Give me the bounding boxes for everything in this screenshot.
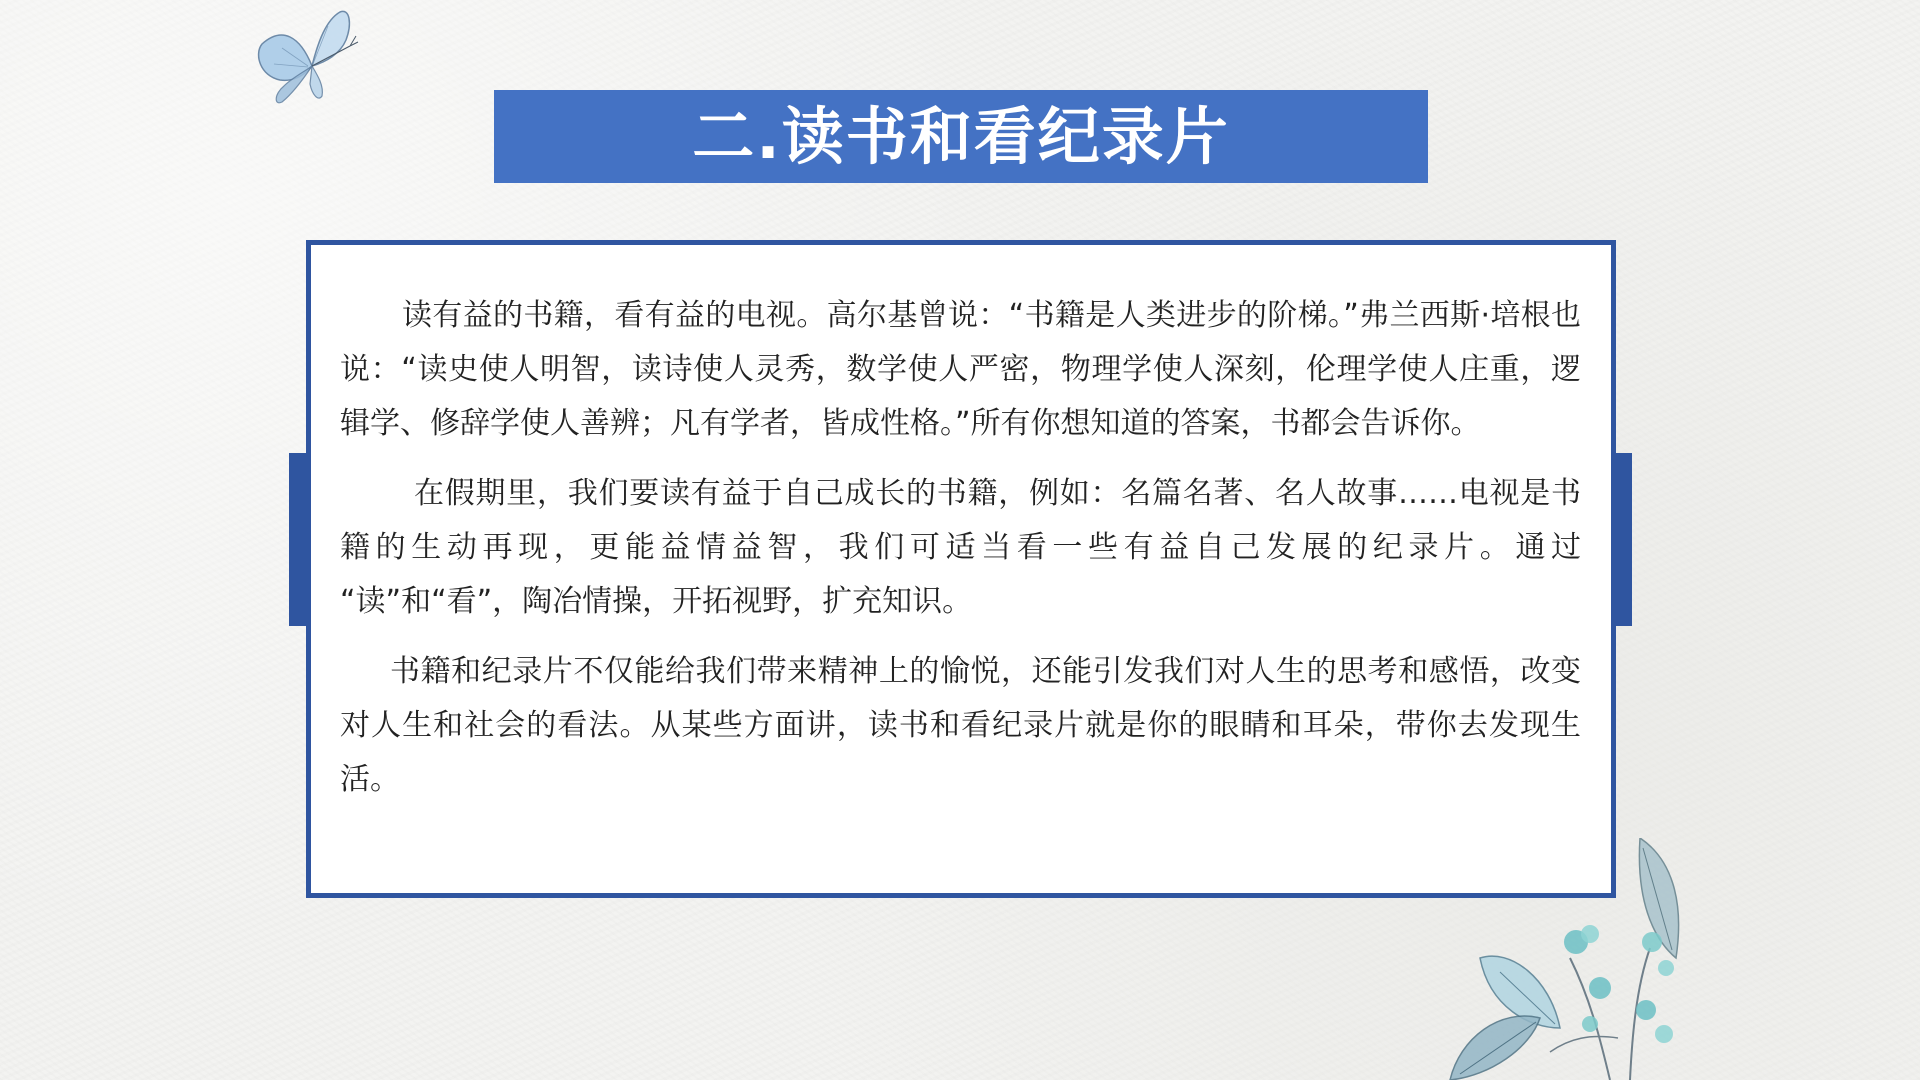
content-frame: [306, 240, 1616, 898]
paragraph-1: 读有益的书籍，看有益的电视。高尔基曾说：“书籍是人类进步的阶梯。”弗兰西斯·培根也说：“读史使人明智，读诗使人灵秀，数学使人严密，物理学使人深刻，伦理学使人庄重，逻辑学、修辞学使人善辨；凡有学者，皆成性格。”所有你想知道的答案，书都会告诉你。: [340, 298, 1581, 441]
butterfly-icon: [252, 6, 360, 114]
paragraph-2: 在假期里，我们要读有益于自己成长的书籍，例如：名篇名著、名人故事……电视是书籍的生动再现，更能益情益智，我们可适当看一些有益自己发展的纪录片。通过 “读”和“看”，陶冶情操，开拓视野，扩充知识。: [340, 476, 1581, 619]
title-banner: [494, 90, 1428, 183]
leaf-branch-icon: [1440, 838, 1700, 1080]
paragraph-3: 书籍和纪录片不仅能给我们带来精神上的愉悦，还能引发我们对人生的思考和感悟，改变对人生和社会的看法。从某些方面讲，读书和看纪录片就是你的眼睛和耳朵，带你去发现生活。: [340, 654, 1581, 797]
page-title: 二.读书和看纪录片: [692, 99, 1230, 173]
